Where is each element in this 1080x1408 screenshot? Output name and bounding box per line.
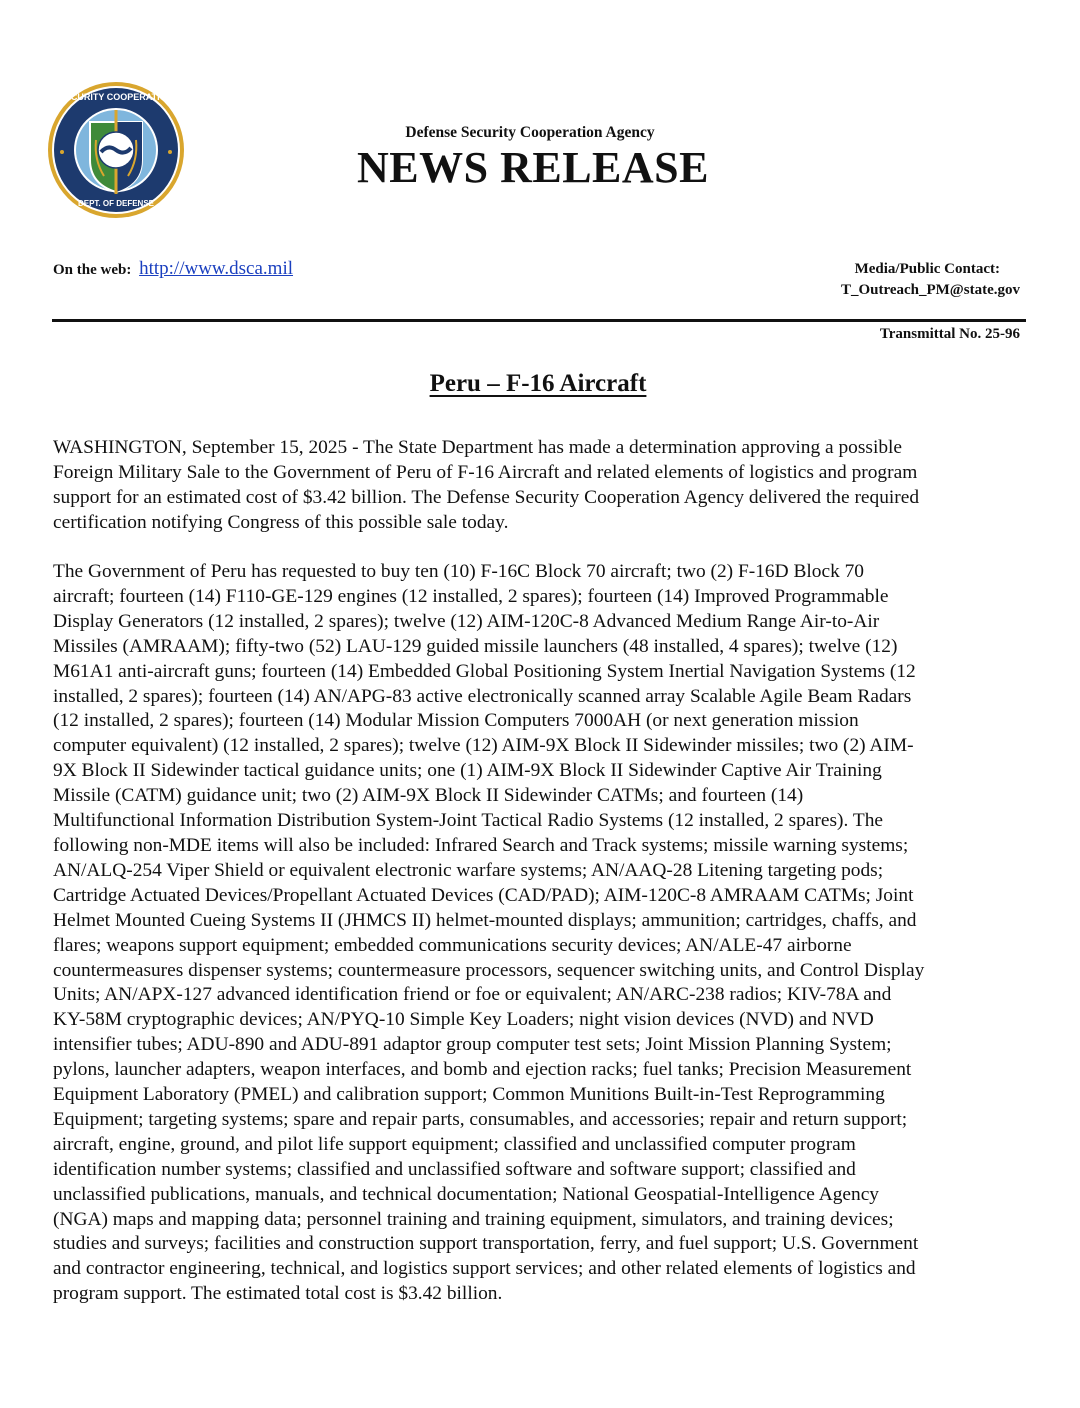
- text-line: countermeasures dispenser systems; countermeasure processors, sequencer switching units, and Control Display: [53, 959, 925, 981]
- text-line: KY-58M cryptographic devices; AN/PYQ-10 Simple Key Loaders; night vision devices (NVD) and NVD: [53, 1009, 874, 1031]
- text-line: M61A1 anti-aircraft guns; fourteen (14) Embedded Global Positioning System Inertial Navigation Systems (12: [53, 660, 916, 682]
- text-line: studies and surveys; facilities and construction support transportation, ferry, and fuel support; U.S. Government: [53, 1233, 919, 1255]
- text-line: Helmet Mounted Cueing Systems II (JHMCS II) helmet-mounted displays; ammunition; cartridges, chaffs, and: [53, 909, 917, 931]
- text-line: AN/ALQ-254 Viper Shield or equivalent electronic warfare systems; AN/AAQ-28 Litening targeting pods;: [53, 859, 884, 881]
- text-line: 9X Block II Sidewinder tactical guidance units; one (1) AIM-9X Block II Sidewinder Captive Air Training: [53, 760, 882, 782]
- text-line: Cartridge Actuated Devices/Propellant Actuated Devices (CAD/PAD); AIM-120C-8 AMRAAM CATMs; Joint: [53, 884, 914, 906]
- text-line: Equipment Laboratory (PMEL) and calibration support; Common Munitions Built-in-Test Reprogramming: [53, 1084, 885, 1106]
- text-line: computer equivalent) (12 installed, 2 spares); twelve (12) AIM-9X Block II Sidewinder missiles; two (2) AIM-: [53, 735, 914, 757]
- svg-text:DEPT. OF DEFENSE: DEPT. OF DEFENSE: [77, 199, 155, 208]
- paragraph-items-requested: [53, 560, 924, 1307]
- text-line: following non-MDE items will also be included: Infrared Search and Track systems; missile warning systems;: [53, 834, 909, 856]
- text-line: Multifunctional Information Distribution System-Joint Tactical Radio Systems (12 installed, 2 spares). The: [53, 810, 883, 832]
- text-line: (12 installed, 2 spares); fourteen (14) Modular Mission Computers 7000AH (or next generation mission: [53, 710, 859, 732]
- text-line: certification notifying Congress of this possible sale today.: [53, 511, 509, 533]
- text-line: Display Generators (12 installed, 2 spares); twelve (12) AIM-120C-8 Advanced Medium Range Air-to-Air: [53, 610, 880, 632]
- text-line: intensifier tubes; ADU-890 and ADU-891 adaptor group computer test sets; Joint Mission Planning System;: [53, 1034, 892, 1056]
- text-line: WASHINGTON, September 15, 2025 - The State Department has made a determination approving a possible: [53, 437, 903, 458]
- text-line: identification number systems; classified and unclassified software and software support; classified and: [53, 1158, 856, 1180]
- text-line: (NGA) maps and mapping data; personnel training and training equipment, simulators, and training devices;: [53, 1208, 894, 1230]
- text-line: Missile (CATM) guidance unit; two (2) AIM-9X Block II Sidewinder CATMs; and fourteen (14): [53, 785, 804, 807]
- text-line: installed, 2 spares); fourteen (14) AN/APG-83 active electronically scanned array Scalable Agile Beam Radars: [53, 685, 912, 707]
- header-divider: [52, 319, 1026, 322]
- text-line: aircraft, engine, ground, and pilot life support equipment; classified and unclassified computer program: [53, 1133, 856, 1155]
- contact-label: Media/Public Contact:: [854, 261, 1000, 277]
- text-line: Equipment; targeting systems; spare and repair parts, consumables, and accessories; repair and return support;: [53, 1108, 908, 1130]
- text-line: The Government of Peru has requested to buy ten (10) F-16C Block 70 aircraft; two (2) F-16D Block 70: [53, 561, 864, 582]
- text-line: unclassified publications, manuals, and technical documentation; National Geospatial-Intelligence Agency: [53, 1183, 879, 1205]
- paragraph-announcement: [53, 436, 919, 536]
- contact-email: T_Outreach_PM@state.gov: [840, 282, 1020, 298]
- web-label: On the web:: [53, 262, 132, 278]
- text-line: Foreign Military Sale to the Government of Peru of F-16 Aircraft and related elements of logistics and program: [53, 461, 918, 483]
- web-info: [53, 258, 293, 280]
- svg-text:SECURITY COOPERATION: SECURITY COOPERATION: [58, 92, 174, 102]
- text-line: program support. The estimated total cost is $3.42 billion.: [53, 1283, 503, 1305]
- text-line: pylons, launcher adapters, weapon interfaces, and bomb and ejection racks; fuel tanks; Precision Measurement: [53, 1059, 912, 1081]
- media-contact: [841, 259, 1020, 301]
- news-release-title: NEWS RELEASE: [356, 143, 709, 192]
- dsca-website-link[interactable]: http://www.dsca.mil: [139, 258, 294, 279]
- text-line: Missiles (AMRAAM); fifty-two (52) LAU-129 guided missile launchers (48 installed, 4 spares); twelve (12): [53, 635, 898, 657]
- text-line: support for an estimated cost of $3.42 billion. The Defense Security Cooperation Agency delivered the required: [53, 486, 920, 508]
- text-line: aircraft; fourteen (14) F110-GE-129 engines (12 installed, 2 spares); fourteen (14) Improved Programmable: [53, 585, 889, 607]
- text-line: Units; AN/APX-127 advanced identification friend or foe or equivalent; AN/ARC-238 radios; KIV-78A and: [53, 984, 892, 1006]
- release-headline: Peru – F-16 Aircraft: [429, 370, 647, 397]
- transmittal-number: Transmittal No. 25-96: [879, 326, 1020, 342]
- text-line: flares; weapons support equipment; embedded communications security devices; AN/ALE-47 airborne: [53, 934, 852, 956]
- agency-name: Defense Security Cooperation Agency: [405, 124, 655, 141]
- text-line: and contractor engineering, technical, and logistics support services; and other related elements of logistics and: [53, 1258, 916, 1280]
